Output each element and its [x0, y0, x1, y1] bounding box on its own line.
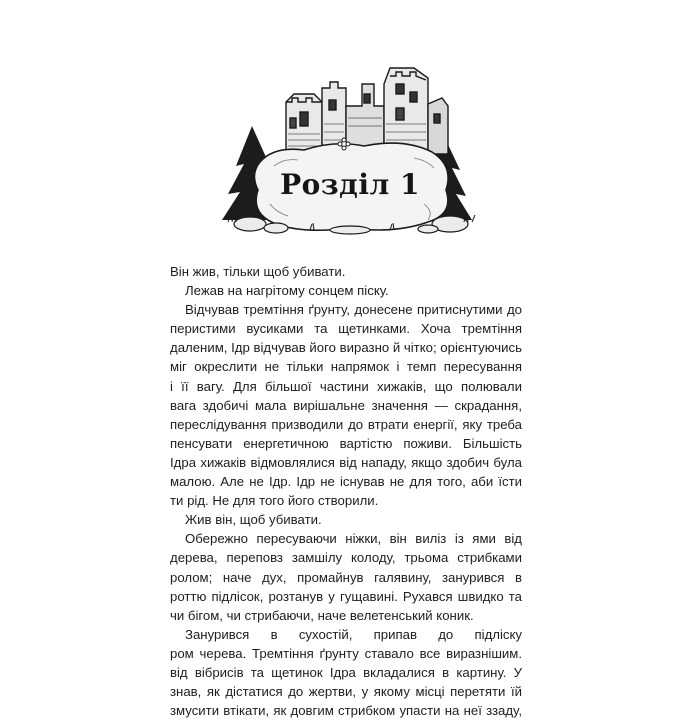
text-line: вага здобичі мала вирішальне значення — скрадання, [170, 397, 522, 413]
castle-illustration [214, 54, 486, 236]
text-line: Обережно пересуваючи ніжки, він виліз із ями від [185, 531, 522, 547]
text-line: даленим, Ідр відчував його виразно й чітко; орієнтуючись [170, 340, 522, 356]
castle-ruins-icon [286, 68, 448, 154]
text-line: Відчував тремтіння ґрунту, донесене притиснутими до [185, 302, 522, 318]
text-line: дерева, переповз замшілу колоду, трьома стрибками [170, 550, 522, 566]
text-line: міг окреслити не тільки напрямок і темп пересування [170, 359, 522, 375]
text-line: роттю підлісок, розтанув у гущавині. Рухався швидко та [170, 588, 522, 604]
text-line: Занурився в сухостій, припав до підліску [185, 626, 522, 642]
chapter-title: Розділ 1 [280, 168, 420, 201]
text-line: перистими вусиками та щетинками. Хоча тремтіння [170, 321, 522, 337]
text-line: ром черева. Тремтіння ґрунту ставало все виразнішим. [170, 645, 522, 661]
chapter-body-text [170, 262, 522, 720]
text-line: пенсувати енергетичною вартістю поживи. Більшість [170, 435, 522, 451]
text-line: від вібрисів та щетинок Ідра вкладалися в картину. У [170, 664, 522, 680]
text-line: ролом; наче дух, промайнув галявину, занурився в [170, 569, 522, 585]
text-line: чи бігом, чи стрибаючи, наче велетенський коник. [170, 607, 474, 623]
text-line: Жив він, щоб убивати. [185, 512, 322, 528]
text-line: знав, як дістатися до жертви, у якому місці перетяти їй [170, 684, 522, 700]
text-line: малою. Але не Ідр. Ідр не існував не для того, аби їсти [170, 474, 522, 490]
text-line: і її вагу. Для більшої частини хижаків, що полювали [170, 378, 522, 394]
text-line: змусити втікати, як довгим стрибком упасти на неї ззаду, [170, 703, 522, 719]
text-line: Лежав на нагрітому сонцем піску. [185, 283, 389, 299]
text-line: переслідування призводили до втрати енергії, яку треба [170, 416, 522, 432]
text-line: ти рід. Не для того його створили. [170, 493, 379, 509]
text-line: Ідра хижаків відмовлялися від нападу, якщо здобич була [170, 454, 522, 470]
text-line: Він жив, тільки щоб убивати. [170, 264, 346, 279]
